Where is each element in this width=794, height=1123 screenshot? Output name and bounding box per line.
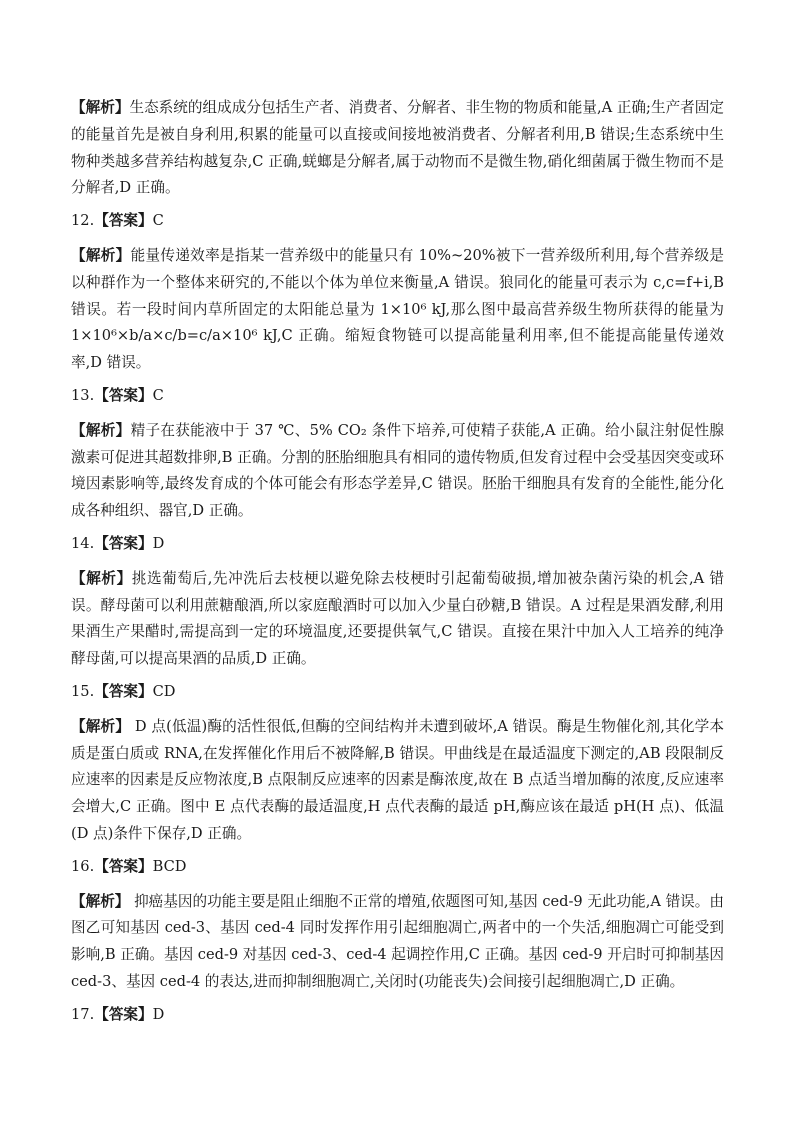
answer-value: D	[152, 534, 165, 552]
question-number: 14.	[71, 534, 95, 552]
answer-label: 【答案】	[94, 857, 153, 875]
answer-line	[71, 854, 724, 881]
question-number: 17.	[71, 1005, 95, 1023]
analysis-label: 【解析】	[71, 99, 130, 116]
answer-line	[71, 531, 724, 558]
analysis-text: 精子在获能液中于 37 ℃、5% CO₂ 条件下培养,可使精子获能,A 正确。给小鼠注射促性腺激素可促进其超数排卵,B 正确。分割的胚胎细胞具有相同的遗传物质,但发育过程中会受基因突变或环境因素影响等,最终发育成的个体可能会有形态学差异,C 错误。胚胎干细胞具有发育的全能性,能分化成各种组织、器官,D 正确。	[71, 421, 724, 520]
answer-line	[71, 208, 724, 235]
question-number: 15.	[71, 682, 95, 700]
analysis-label: 【解析】	[71, 421, 131, 439]
analysis-paragraph	[71, 714, 724, 848]
analysis-label: 【解析】	[71, 246, 131, 264]
analysis-paragraph	[71, 566, 724, 673]
answer-value: C	[152, 386, 164, 404]
answer-value: CD	[152, 682, 176, 700]
answer-label: 【答案】	[94, 1005, 153, 1023]
answer-label: 【答案】	[94, 682, 153, 700]
analysis-label: 【解析】	[71, 569, 132, 587]
analysis-paragraph	[71, 95, 724, 202]
answer-label: 【答案】	[94, 212, 153, 230]
answer-label: 【答案】	[94, 534, 153, 552]
answer-value: C	[152, 212, 164, 230]
analysis-paragraph	[71, 418, 724, 525]
answer-label: 【答案】	[94, 386, 153, 404]
answer-value: D	[152, 1005, 165, 1023]
analysis-text: 生态系统的组成成分包括生产者、消费者、分解者、非生物的物质和能量,A 正确;生产者固定的能量首先是被自身利用,积累的能量可以直接或间接地被消费者、分解者利用,B 错误;生态系统中生物种类越多营养结构越复杂,C 正确,蜣螂是分解者,属于动物而不是微生物,硝化细菌属于微生物而不是分解者,D 正确。	[71, 99, 724, 197]
question-number: 16.	[71, 857, 95, 875]
question-number: 13.	[71, 386, 95, 404]
analysis-paragraph	[71, 243, 724, 377]
question-number: 12.	[71, 212, 95, 230]
answer-line	[71, 679, 724, 706]
analysis-label: 【解析】	[71, 892, 130, 910]
answer-line	[71, 383, 724, 410]
analysis-text: D 点(低温)酶的活性很低,但酶的空间结构并未遭到破坏,A 错误。酶是生物催化剂,其化学本质是蛋白质或 RNA,在发挥催化作用后不被降解,B 错误。甲曲线是在最适温度下测定的,AB 段限制反应速率的因素是反应物浓度,B 点限制反应速率的因素是酶浓度,故在 B 点适当增加酶的浓度,反应速率会增大,C 正确。图中 E 点代表酶的最适温度,H 点代表酶的最适 pH,酶应该在最适 pH(H 点)、低温(D 点)条件下保存,D 正确。	[71, 717, 724, 842]
analysis-paragraph	[71, 889, 724, 996]
analysis-text: 抑癌基因的功能主要是阻止细胞不正常的增殖,依题图可知,基因 ced-9 无此功能,A 错误。由图乙可知基因 ced-3、基因 ced-4 同时发挥作用引起细胞凋亡,两者中的一个失活,细胞凋亡可能受到影响,B 正确。基因 ced-9 对基因 ced-3、ced-4 起调控作用,C 正确。基因 ced-9 开启时可抑制基因 ced-3、基因 ced-4 的表达,进而抑制细胞凋亡,关闭时(功能丧失)会间接引起细胞凋亡,D 正确。	[71, 892, 724, 990]
answer-line	[71, 1002, 724, 1029]
answer-value: BCD	[152, 857, 187, 875]
analysis-text: 能量传递效率是指某一营养级中的能量只有 10%~20%被下一营养级所利用,每个营养级是以种群作为一个整体来研究的,不能以个体为单位来衡量,A 错误。狼同化的能量可表示为 c,c=f+i,B 错误。若一段时间内草所固定的太阳能总量为 1×10⁶ kJ,那么图中最高营养级生物所获得的能量为 1×10⁶×b/a×c/b=c/a×10⁶ kJ,C 正确。缩短食物链可以提高能量利用率,但不能提高能量传递效率,D 错误。	[71, 246, 724, 372]
analysis-label: 【解析】	[71, 717, 131, 735]
analysis-text: 挑选葡萄后,先冲洗后去枝梗以避免除去枝梗时引起葡萄破损,增加被杂菌污染的机会,A 错误。酵母菌可以利用蔗糖酿酒,所以家庭酿酒时可以加入少量白砂糖,B 错误。A 过程是果酒发酵,利用果酒生产果醋时,需提高到一定的环境温度,还要提供氧气,C 错误。直接在果汁中加入人工培养的纯净酵母菌,可以提高果酒的品质,D 正确。	[71, 569, 724, 668]
